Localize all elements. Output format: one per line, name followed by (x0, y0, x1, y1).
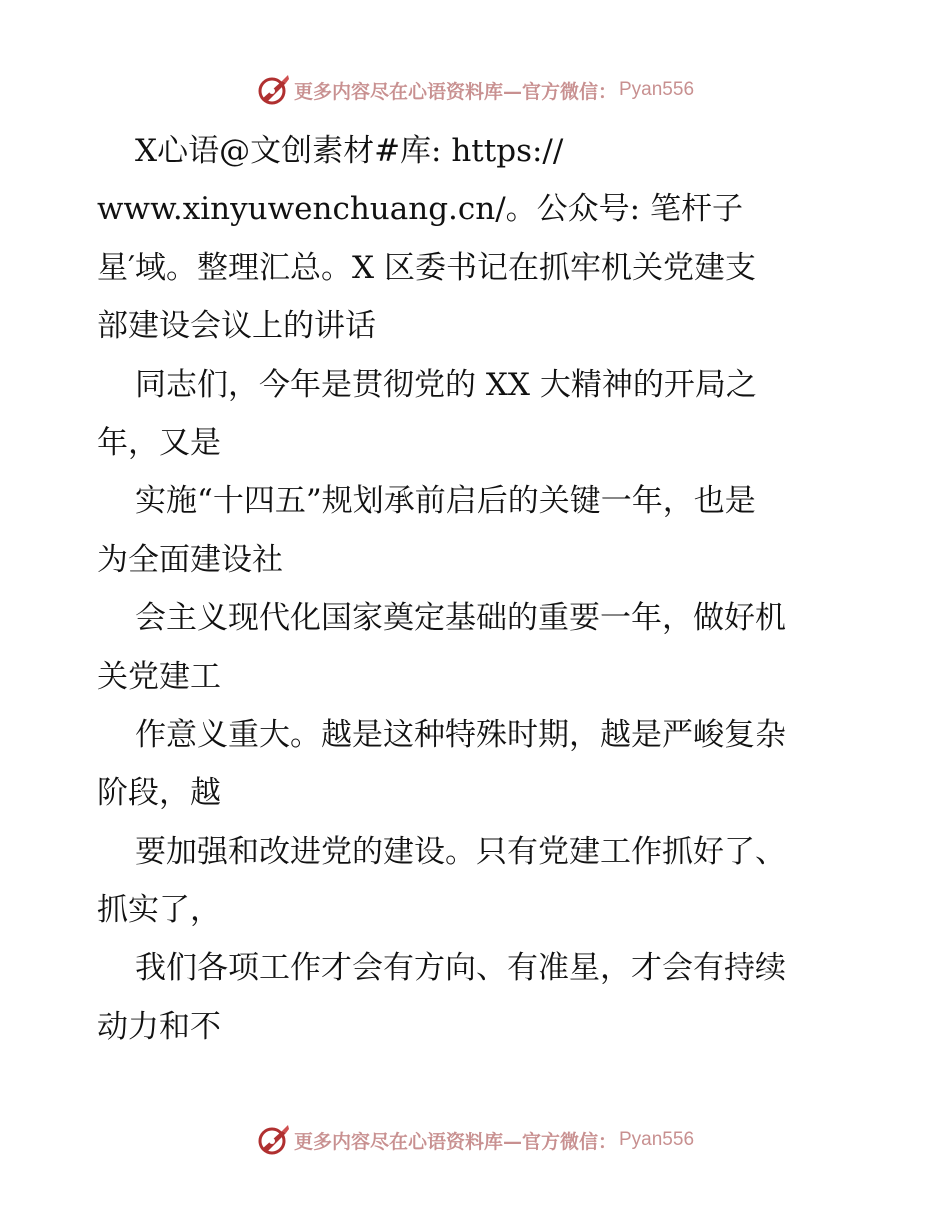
body-line: 要加强和改进党的建设。只有党建工作抓好了、 (135, 833, 786, 870)
watermark-wechat-id: Pyan556 (619, 79, 695, 100)
body-line: 作意义重大。越是这种特殊时期，越是严峻复杂 (135, 716, 786, 753)
body-line: 部建设会议上的讲话 (97, 308, 376, 345)
body-line: 为全面建设社 (97, 541, 283, 578)
body-line: 我们各项工作才会有方向、有准星，才会有持续 (135, 950, 786, 987)
footer-watermark (0, 1120, 950, 1160)
body-line: 年，又是 (97, 424, 221, 461)
pen-logo-icon (256, 1123, 290, 1157)
body-line: X心语@文创素材#库: https:// (135, 133, 564, 169)
body-line: 动力和不 (97, 1008, 221, 1045)
body-line: 实施“十四五”规划承前启后的关键一年，也是 (135, 483, 756, 520)
header-watermark (0, 70, 950, 110)
body-line: 抓实了， (97, 892, 221, 929)
body-line: 关党建工 (97, 658, 221, 695)
watermark-text: 更多内容尽在心语资料库—官方微信： (293, 1130, 617, 1153)
watermark-wechat-id: Pyan556 (619, 1129, 695, 1150)
body-line: 同志们，今年是贯彻党的 XX 大精神的开局之 (135, 366, 757, 403)
body-line: 会主义现代化国家奠定基础的重要一年，做好机 (135, 600, 786, 637)
body-line: 星′域。整理汇总。X 区委书记在抓牢机关党建支 (97, 249, 756, 286)
document-body (97, 122, 857, 1056)
watermark-text: 更多内容尽在心语资料库—官方微信： (293, 80, 617, 103)
body-line: www.xinyuwenchuang.cn/。公众号: 笔杆子 (97, 191, 743, 228)
pen-logo-icon (256, 73, 290, 107)
body-line: 阶段，越 (97, 775, 221, 812)
